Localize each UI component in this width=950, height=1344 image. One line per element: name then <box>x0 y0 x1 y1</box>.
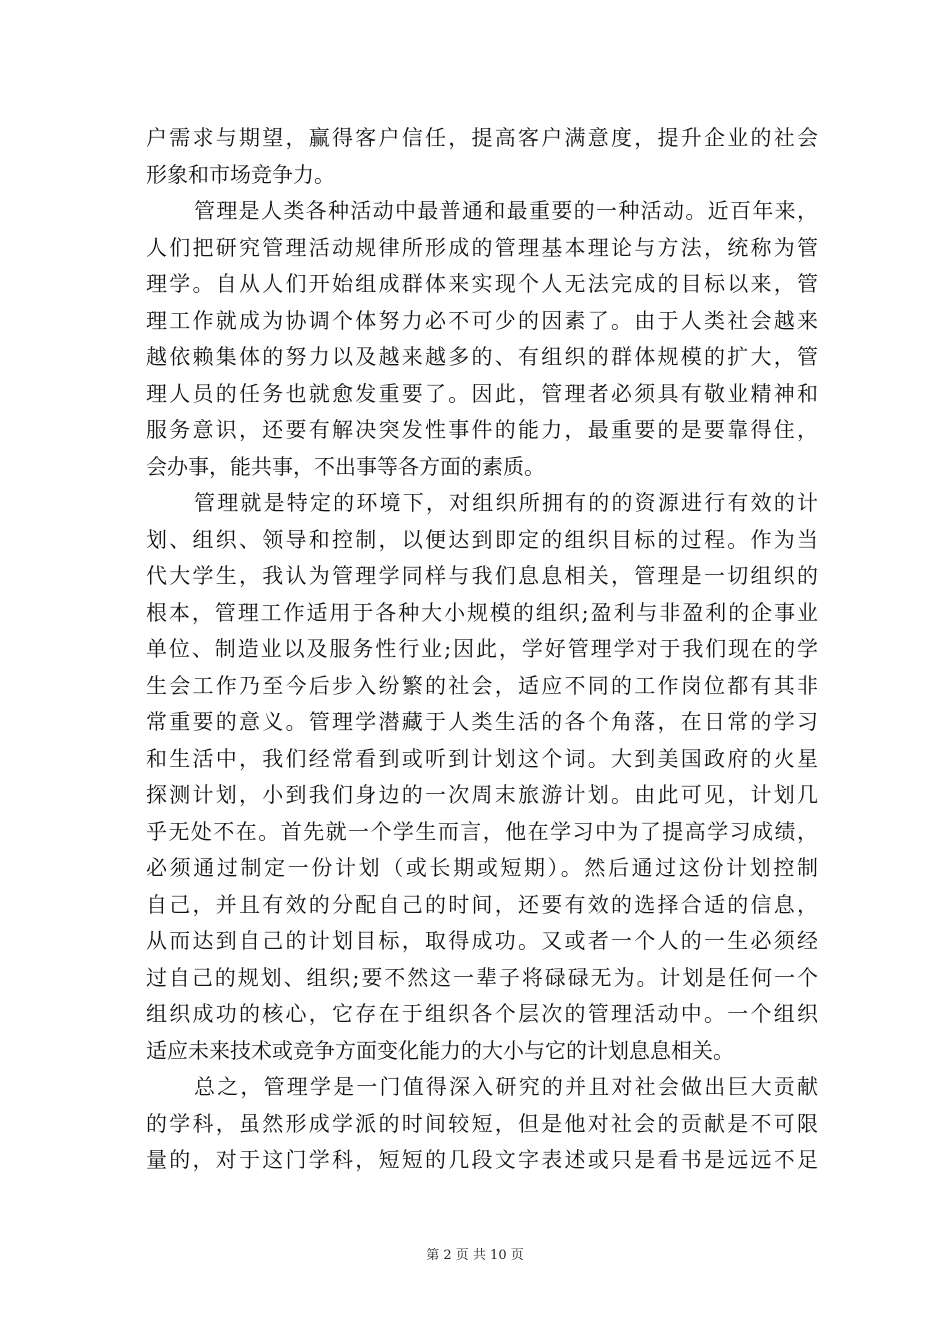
text-line: 会办事，能共事，不出事等各方面的素质。 <box>146 454 545 479</box>
page-number-footer <box>0 1244 950 1263</box>
text-line: 户需求与期望，赢得客户信任，提高客户满意度，提升企业的社会 <box>146 126 818 150</box>
text-line: 的学科，虽然形成学派的时间较短，但是他对社会的贡献是不可限 <box>146 1111 818 1136</box>
text-line: 和生活中，我们经常看到或听到计划这个词。大到美国政府的火星 <box>146 746 818 771</box>
text-line: 形象和市场竞争力。 <box>146 162 335 187</box>
text-line: 适应未来技术或竞争方面变化能力的大小与它的计划息息相关。 <box>146 1038 734 1063</box>
paragraph-start-line: 管理是人类各种活动中最普通和最重要的一种活动。近百年来， <box>194 199 818 223</box>
text-line: 单位、制造业以及服务性行业;因此，学好管理学对于我们现在的学 <box>146 637 818 661</box>
text-line: 常重要的意义。管理学潜藏于人类生活的各个角落，在日常的学习 <box>146 710 818 734</box>
text-line: 服务意识，还要有解决突发性事件的能力，最重要的是要靠得住， <box>146 418 818 442</box>
text-line: 划、组织、领导和控制，以便达到即定的组织目标的过程。作为当 <box>146 527 818 552</box>
text-line: 乎无处不在。首先就一个学生而言，他在学习中为了提高学习成绩， <box>146 819 818 844</box>
text-line: 组织成功的核心，它存在于组织各个层次的管理活动中。一个组织 <box>146 1002 818 1026</box>
document-body <box>146 120 818 1179</box>
text-line: 代大学生，我认为管理学同样与我们息息相关，管理是一切组织的 <box>146 564 818 588</box>
text-line: 从而达到自己的计划目标，取得成功。又或者一个人的一生必须经 <box>146 929 818 953</box>
text-line: 生会工作乃至今后步入纷繁的社会，适应不同的工作岗位都有其非 <box>146 673 818 698</box>
text-line: 理工作就成为协调个体努力必不可少的因素了。由于人类社会越来 <box>146 308 818 333</box>
text-line: 理人员的任务也就愈发重要了。因此，管理者必须具有敬业精神和 <box>146 381 818 406</box>
text-line: 自己，并且有效的分配自己的时间，还要有效的选择合适的信息， <box>146 892 818 917</box>
text-line: 越依赖集体的努力以及越来越多的、有组织的群体规模的扩大，管 <box>146 345 818 369</box>
paragraph-start-line: 管理就是特定的环境下，对组织所拥有的的资源进行有效的计 <box>194 491 818 515</box>
text-line: 理学。自从人们开始组成群体来实现个人无法完成的目标以来，管 <box>146 272 818 296</box>
text-line: 根本，管理工作适用于各种大小规模的组织;盈利与非盈利的企事业 <box>146 600 818 625</box>
text-line: 人们把研究管理活动规律所形成的管理基本理论与方法，统称为管 <box>146 235 818 260</box>
paragraph-start-line: 总之，管理学是一门值得深入研究的并且对社会做出巨大贡献 <box>194 1075 818 1099</box>
text-line: 探测计划，小到我们身边的一次周末旅游计划。由此可见，计划几 <box>146 783 818 807</box>
page-number-text: 第 2 页 共 10 页 <box>426 1248 524 1263</box>
text-line: 量的，对于这门学科，短短的几段文字表述或只是看书是远远不足 <box>146 1148 818 1172</box>
text-line: 必须通过制定一份计划（或长期或短期）。然后通过这份计划控制 <box>146 856 818 880</box>
text-line: 过自己的规划、组织;要不然这一辈子将碌碌无为。计划是任何一个 <box>146 965 818 990</box>
